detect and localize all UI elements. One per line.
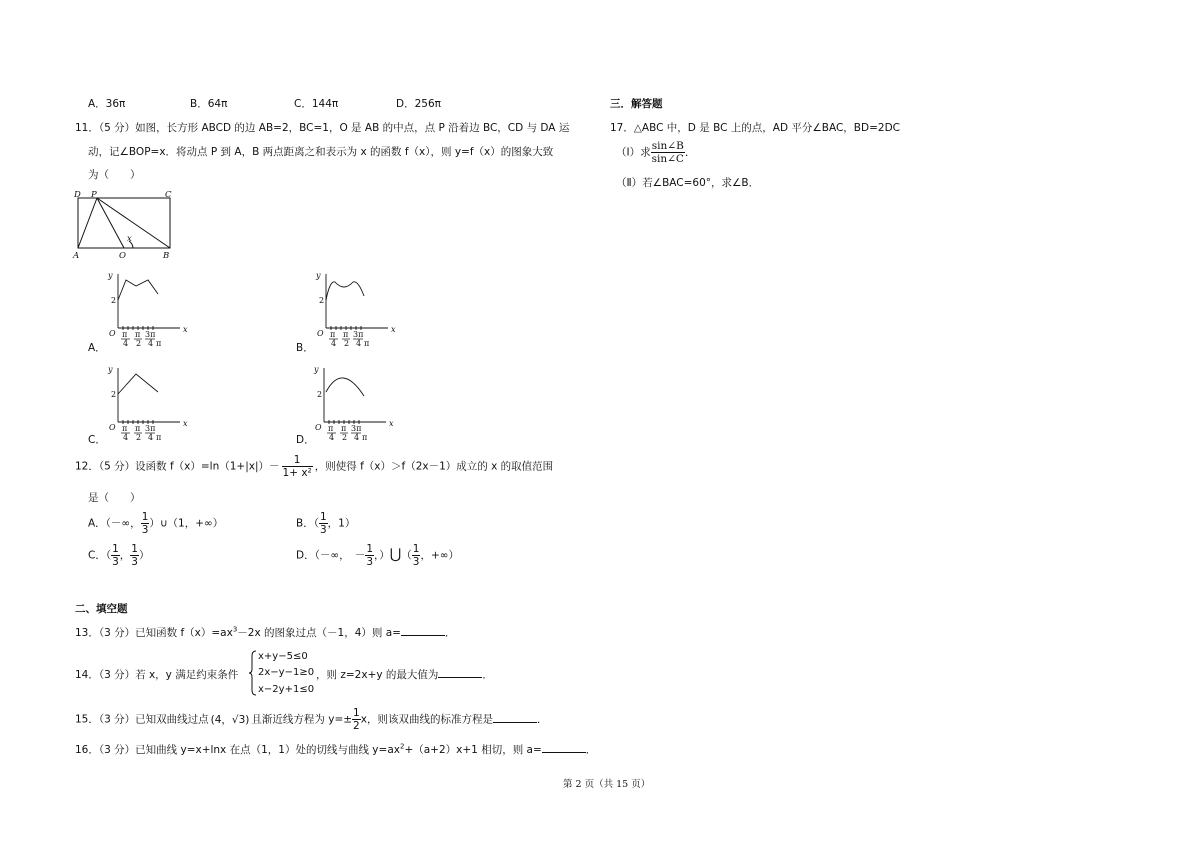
q11-graph-c xyxy=(100,362,190,446)
section-fill-in-title: 二、填空题 xyxy=(75,603,128,615)
svg-text:y: y xyxy=(314,365,319,374)
q10-option-c: C．144π xyxy=(294,98,339,110)
svg-text:π: π xyxy=(328,424,334,433)
q14-constraint-1: x+y−5≤0 xyxy=(258,651,308,662)
q14-brace xyxy=(249,650,257,696)
q12-option-b: B．（ $\frac{1}{3}$ ，1） xyxy=(296,511,356,536)
svg-text:3π: 3π xyxy=(145,424,156,433)
svg-text:π: π xyxy=(135,330,141,339)
q10-option-d: D．256π xyxy=(396,98,441,110)
rect-abcd xyxy=(78,198,170,248)
q11-option-a: A． xyxy=(88,342,106,354)
svg-text:3π: 3π xyxy=(351,424,362,433)
q14-post: ，则 z=2x+y 的最大值为 ． xyxy=(316,669,493,681)
q17-part2: （Ⅱ）若∠BAC=60°，求∠B． xyxy=(616,177,760,189)
q11-option-c: C． xyxy=(88,434,106,446)
q11-line1: 11．（5 分）如图，长方形 ABCD 的边 AB=2，BC=1，O 是 AB 的中点，点 P 沿着边 BC，CD 与 DA 运 xyxy=(75,122,570,134)
svg-text:2: 2 xyxy=(344,339,350,348)
svg-text:y: y xyxy=(108,271,113,280)
label-p: P xyxy=(91,190,97,200)
segment-op xyxy=(97,198,124,248)
q11-rectangle-figure xyxy=(70,188,180,262)
q11-graph-d xyxy=(306,362,396,446)
q11-graph-b xyxy=(308,268,398,352)
q15-answer-blank[interactable] xyxy=(493,713,537,723)
svg-text:2: 2 xyxy=(111,390,117,399)
svg-text:y: y xyxy=(108,365,113,374)
q15: 15．（3 分）已知双曲线过点 (4，√3) 且渐近线方程为 y=± $\frac{1}{2}$ x，则该双曲线的标准方程是 ． xyxy=(75,707,548,732)
q17-part1: （Ⅰ）求 $\frac{\sin\angle B}{\sin\angle C}$ ． xyxy=(616,140,696,165)
svg-text:3π: 3π xyxy=(145,330,156,339)
q14-constraint-2: 2x−y−1≥0 xyxy=(258,667,315,678)
q13-answer-blank[interactable] xyxy=(401,626,445,636)
q10-option-a: A．36π xyxy=(88,98,126,110)
svg-text:4: 4 xyxy=(148,433,154,442)
svg-text:4: 4 xyxy=(123,433,129,442)
svg-text:2: 2 xyxy=(317,390,323,399)
curve-c xyxy=(118,374,158,394)
svg-text:O: O xyxy=(109,423,116,432)
svg-text:4: 4 xyxy=(148,339,154,348)
q16-answer-blank[interactable] xyxy=(542,743,586,753)
svg-text:π: π xyxy=(343,330,349,339)
segment-pb xyxy=(97,198,170,248)
svg-text:O: O xyxy=(315,423,322,432)
q16: 16．（3 分）已知曲线 y=x+lnx 在点（1，1）处的切线与曲线 $y=ax^2+(a+2)x+1$ 相切，则 a= ． xyxy=(75,742,597,756)
svg-text:2: 2 xyxy=(319,296,325,305)
q12-line2: 是（ ） xyxy=(88,492,141,504)
q14-constraint-3: x−2y+1≤0 xyxy=(258,684,315,695)
q14-pre: 14．（3 分）若 x，y 满足约束条件 xyxy=(75,669,239,681)
svg-text:π: π xyxy=(156,433,162,442)
svg-text:π: π xyxy=(156,339,162,348)
svg-text:x: x xyxy=(183,419,188,428)
svg-text:π: π xyxy=(330,330,336,339)
label-c: C xyxy=(165,190,172,200)
svg-text:π: π xyxy=(122,330,128,339)
svg-text:2: 2 xyxy=(342,433,348,442)
svg-text:π: π xyxy=(364,339,370,348)
q11-line3: 为（ ） xyxy=(88,169,141,181)
page-footer: 第 2 页（共 15 页） xyxy=(563,779,651,790)
segment-ap xyxy=(78,198,97,248)
svg-text:2: 2 xyxy=(136,433,142,442)
svg-text:O: O xyxy=(109,329,116,338)
svg-text:x: x xyxy=(391,325,396,334)
svg-text:4: 4 xyxy=(123,339,129,348)
curve-b xyxy=(326,282,364,300)
svg-text:4: 4 xyxy=(331,339,337,348)
svg-text:2: 2 xyxy=(136,339,142,348)
q12-option-c: C．（ $\frac{1}{3}$ ， $\frac{1}{3}$ ） xyxy=(88,543,150,568)
q12-stem: 12．（5 分）设函数 f（x）=ln（1+|x|）－ $\frac{1}{\text{1+ x²}}$ ，则使得 f（x）＞f（2x－1）成立的 x 的取值范围 xyxy=(75,454,554,479)
curve-d xyxy=(326,378,364,396)
svg-text:x: x xyxy=(389,419,394,428)
svg-text:O: O xyxy=(317,329,324,338)
q17-stem: 17．△ABC 中，D 是 BC 上的点，AD 平分∠BAC，BD=2DC xyxy=(610,122,900,134)
svg-text:2: 2 xyxy=(111,296,117,305)
q11-option-d: D． xyxy=(296,434,315,446)
svg-text:y: y xyxy=(316,271,321,280)
svg-text:π: π xyxy=(362,433,368,442)
label-x: x xyxy=(127,234,132,244)
q10-option-b: B．64π xyxy=(190,98,228,110)
label-o: O xyxy=(119,251,126,261)
q13: 13．（3 分）已知函数 $f(x)=ax^3-2x$ 的图象过点（－1，4）则 a= ． xyxy=(75,625,456,639)
label-a: A xyxy=(73,251,80,261)
q12-option-d: D．（－∞， － $\frac{1}{3}$ ，）⋃（ $\frac{1}{3}$ ，+∞） xyxy=(296,543,459,568)
q11-line2: 动，记∠BOP=x．将动点 P 到 A，B 两点距离之和表示为 x 的函数 f（x），则 y=f（x）的图象大致 xyxy=(88,146,554,158)
svg-text:3π: 3π xyxy=(353,330,364,339)
q12-option-a: A．（－∞， $\frac{1}{3}$ ）∪（1，+∞） xyxy=(88,511,224,536)
q11-graph-a xyxy=(100,268,190,352)
q11-option-b: B． xyxy=(296,342,314,354)
svg-text:π: π xyxy=(341,424,347,433)
label-d: D xyxy=(74,190,81,200)
svg-text:π: π xyxy=(122,424,128,433)
label-b: B xyxy=(163,251,170,261)
svg-text:x: x xyxy=(183,325,188,334)
svg-text:π: π xyxy=(135,424,141,433)
q14-answer-blank[interactable] xyxy=(438,668,482,678)
svg-text:4: 4 xyxy=(356,339,362,348)
svg-text:4: 4 xyxy=(329,433,335,442)
section-solutions-title: 三．解答题 xyxy=(610,98,663,110)
curve-a xyxy=(118,280,158,300)
svg-text:4: 4 xyxy=(354,433,360,442)
